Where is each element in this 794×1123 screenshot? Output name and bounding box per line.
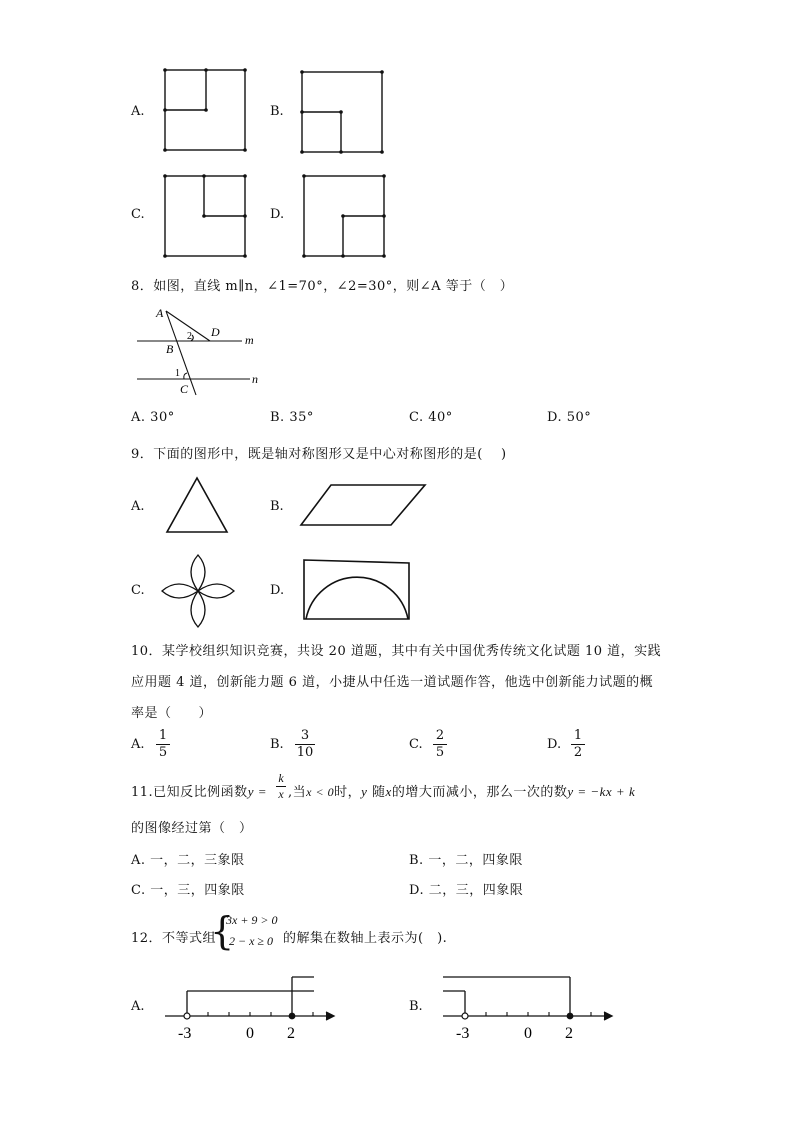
q11-option-d[interactable]: D. 二，三，四象限 <box>409 883 524 898</box>
q12-option-a-label[interactable]: A. <box>131 999 145 1014</box>
q10-option-a[interactable]: A. <box>131 737 145 752</box>
q10-stem-line-3: 率是（ ） <box>131 706 213 721</box>
q12-stem-tail: 的解集在数轴上表示为( ). <box>283 931 448 946</box>
q8-option-c[interactable]: C. 40° <box>409 410 453 425</box>
q12-a-tick-2: 2 <box>287 1025 295 1042</box>
q11-option-c[interactable]: C. 一，三，四象限 <box>131 883 245 898</box>
q8-line-n: n <box>252 372 258 386</box>
q8-option-a[interactable]: A. 30° <box>131 410 175 425</box>
q9-option-b-label[interactable]: B. <box>270 499 284 514</box>
q10-option-a-fraction: 1 5 <box>156 729 170 760</box>
q9-option-d-label[interactable]: D. <box>270 583 285 598</box>
q11-stem-line-1b: ,当x < 0时，y 随x的增大而减小，那么一次的数y = −kx + k <box>288 784 636 800</box>
q11-option-b[interactable]: B. 一，二，四象限 <box>409 853 523 868</box>
q8-point-d: D <box>211 325 220 339</box>
q12-inequality-2: 2 − x ≥ 0 <box>229 934 274 948</box>
q10-option-b[interactable]: B. <box>270 737 284 752</box>
q12-number-line-b <box>438 972 623 1048</box>
q12-b-tick-minus3: -3 <box>456 1025 470 1042</box>
q10-option-b-fraction: 3 10 <box>296 728 314 760</box>
q8-option-d[interactable]: D. 50° <box>547 410 592 425</box>
q10-option-d-fraction: 1 2 <box>571 729 585 760</box>
q7-figure-d <box>299 172 391 260</box>
q12-number-line-a <box>160 972 345 1048</box>
q9-figure-triangle <box>163 474 233 538</box>
q10-stem-line-2: 应用题 4 道，创新能力题 6 道，小捷从中任选一道试题作答，他选中创新能力试题的概 <box>131 675 654 690</box>
q7-option-c-label[interactable]: C. <box>131 207 145 222</box>
q9-figure-semicircle-rect <box>301 558 413 622</box>
q11-function-fraction: k x <box>276 772 286 801</box>
q12-b-tick-0: 0 <box>524 1025 532 1042</box>
q7-option-b-label[interactable]: B. <box>270 104 284 119</box>
q10-option-d[interactable]: D. <box>547 737 562 752</box>
q9-figure-petals <box>160 553 236 629</box>
q9-option-a-label[interactable]: A. <box>131 499 145 514</box>
q7-figure-b <box>297 68 387 156</box>
q10-stem-line-1: 10．某学校组织知识竞赛，共设 20 道题，其中有关中国优秀传统文化试题 10 道，实践 <box>131 644 662 659</box>
q7-figure-c <box>160 172 252 260</box>
q7-figure-a <box>160 66 252 154</box>
q9-stem: 9．下面的图形中，既是轴对称图形又是中心对称图形的是( ) <box>131 447 507 462</box>
q8-angle-1: 1 <box>175 368 180 379</box>
q11-stem-line-1: 11.已知反比例函数y = <box>131 784 267 800</box>
q10-option-c-fraction: 2 5 <box>433 729 447 760</box>
q9-option-c-label[interactable]: C. <box>131 583 145 598</box>
q7-option-a-label[interactable]: A. <box>131 104 145 119</box>
q11-stem-line-2: 的图像经过第（ ） <box>131 821 253 836</box>
q12-b-tick-2: 2 <box>565 1025 573 1042</box>
q8-option-b[interactable]: B. 35° <box>270 410 314 425</box>
q11-option-a[interactable]: A. 一，二，三象限 <box>131 853 245 868</box>
q8-angle-2: 2 <box>187 331 192 342</box>
q8-figure <box>132 303 262 399</box>
q10-option-c[interactable]: C. <box>409 737 423 752</box>
q12-system-brace: { <box>210 909 235 953</box>
q8-point-c: C <box>180 382 189 396</box>
q8-point-b: B <box>166 342 174 356</box>
q12-inequality-1: 3x + 9 > 0 <box>226 913 278 927</box>
q7-option-d-label[interactable]: D. <box>270 207 285 222</box>
q9-figure-parallelogram <box>297 481 431 531</box>
q12-option-b-label[interactable]: B. <box>409 999 423 1014</box>
q8-line-m: m <box>245 333 254 347</box>
q8-stem: 8．如图，直线 m∥n，∠1=70°，∠2=30°，则∠A 等于（ ） <box>131 279 514 294</box>
q12-a-tick-minus3: -3 <box>178 1025 192 1042</box>
q12-a-tick-0: 0 <box>246 1025 254 1042</box>
q12-stem-lead: 12．不等式组 <box>131 931 217 946</box>
q8-point-a: A <box>156 306 164 320</box>
